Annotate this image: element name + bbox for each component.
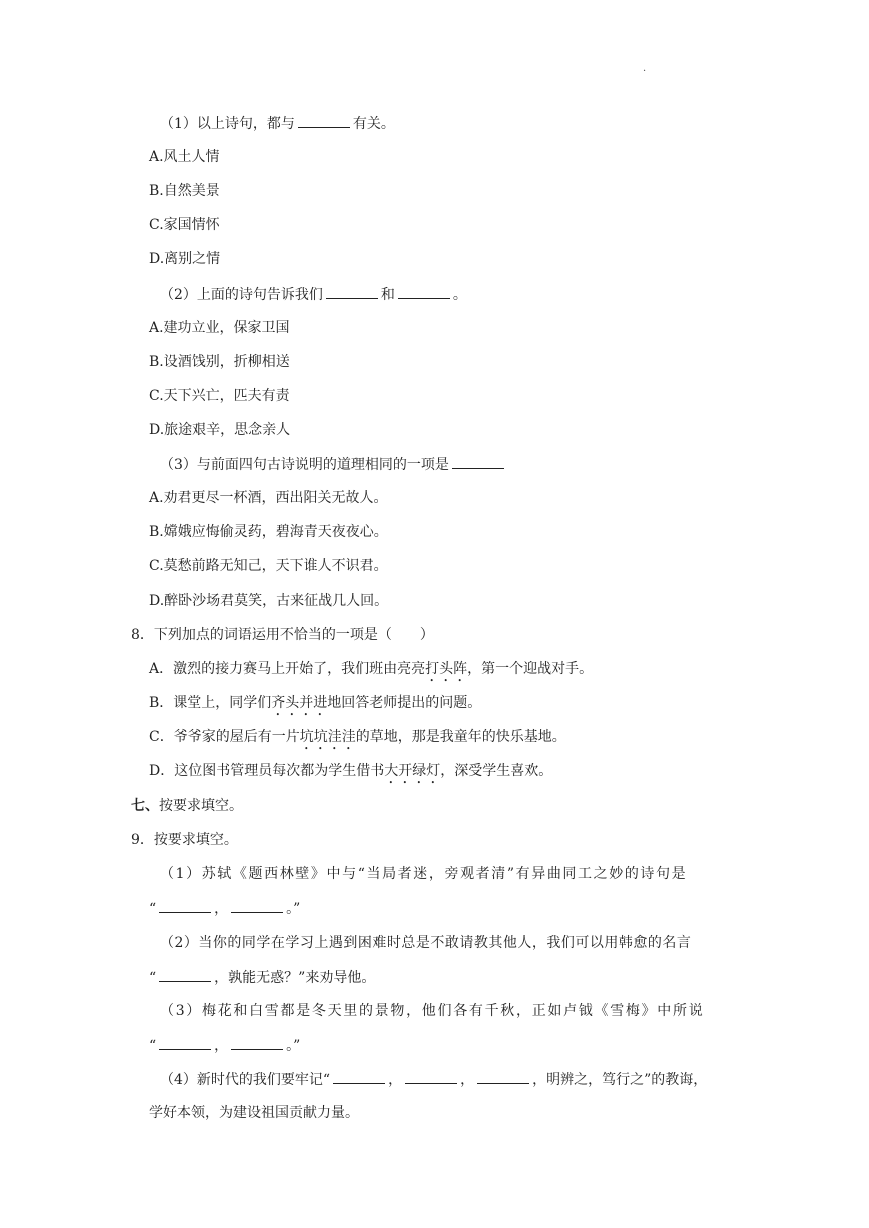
answer-blank[interactable] [452,454,504,469]
section-heading [131,796,243,816]
q9-sub2-line1: （2）当你的同学在学习上遇到困难时总是不敢请教其他人，我们可以用韩愈的名言 [160,935,692,951]
option-b: B.设酒饯别，折柳相送 [149,354,290,370]
option-b: B.嫦娥应悔偷灵药，碧海青天夜夜心。 [149,524,388,540]
corner-dot: · [643,66,647,77]
quote-close: 。” [286,901,301,917]
comma: ， [460,1072,475,1088]
q9-sub1-line1: （1）苏轼《题西林壁》中与“当局者迷，旁观者清”有异曲同工之妙的诗句是 [160,866,688,882]
option-c: C.莫愁前路无知己，天下谁人不识君。 [149,558,388,574]
q7-sub2-suffix: 。 [452,287,467,303]
answer-blank[interactable] [159,1035,211,1050]
answer-blank[interactable] [326,284,378,299]
q9-sub3-line1: （3）梅花和白雪都是冬天里的景物，他们各有千秋，正如卢钺《雪梅》中所说 [160,1003,705,1019]
option-d: D.醉卧沙场君莫笑，古来征战几人回。 [149,593,389,609]
q8-option-d [149,761,552,787]
answer-blank[interactable] [405,1069,457,1084]
q9-sub4-line1 [160,1069,707,1090]
q8-a-pre: A．激烈的接力赛马上开始了，我们班由亮亮 [149,661,426,677]
q7-sub1-prefix: （1）以上诗句，都与 [160,116,295,132]
q8-option-c [149,727,566,753]
section-number: 七、 [131,798,159,814]
answer-blank[interactable] [159,898,211,913]
q8-d-pre: D．这位图书管理员每次都为学生借书 [149,763,385,779]
q8-d-post: ，深受学生喜欢。 [440,763,553,779]
option-a: A.劝君更尽一杯酒，西出阳关无故人。 [149,490,388,506]
comma: ， [214,901,229,917]
option-a: A.风土人情 [149,149,220,165]
dotted-word: 打头阵 [425,661,468,677]
comma: ， [388,1072,403,1088]
q9-sub4-line2: 学好本领，为建设祖国贡献力量。 [149,1105,359,1121]
answer-blank[interactable] [159,967,211,982]
q9-sub3-line2 [149,1035,300,1056]
quote-close: 。” [286,1038,301,1054]
dotted-word: 大开绿灯 [384,763,441,779]
q7-sub3-prefix: （3）与前面四句古诗说明的道理相同的一项是 [160,457,449,473]
answer-blank[interactable] [231,1035,283,1050]
quote-close: ，孰能无惑？”来劝导他。 [214,970,376,986]
q7-sub2-mid: 和 [380,287,395,303]
option-d: D.旅途艰辛，思念亲人 [149,422,291,438]
section-title: 按要求填空。 [159,798,243,814]
q8-b-pre: B．课堂上，同学们 [149,695,272,711]
answer-blank[interactable] [298,113,350,128]
q9-s4-post: ，明辨之，笃行之”的教诲， [532,1072,708,1088]
q8-a-post: ，第一个迎战对手。 [467,661,594,677]
q9-sub1-line2 [149,898,300,919]
q8-option-b [149,693,481,719]
option-c: C.家国情怀 [149,217,220,233]
dotted-word: 齐头并进 [271,695,328,711]
answer-blank[interactable] [333,1069,385,1084]
q8-b-post: 地回答老师提出的问题。 [327,695,482,711]
q7-sub1-suffix: 有关。 [352,116,395,132]
q7-sub2-prefix: （2）上面的诗句告诉我们 [160,287,323,303]
dotted-word: 坑坑洼洼 [299,729,356,745]
comma: ， [214,1038,229,1054]
q8-stem: 8．下列加点的词语运用不恰当的一项是（ ） [131,627,434,643]
q7-sub2-stem [160,284,467,305]
q8-c-pre: C．爷爷家的屋后有一片 [149,729,300,745]
option-c: C.天下兴亡，匹夫有责 [149,388,290,404]
answer-blank[interactable] [477,1069,529,1084]
quote-open: “ [149,901,157,917]
quote-open: “ [149,1038,157,1054]
q7-sub1-stem [160,113,395,134]
quote-open: “ [149,970,157,986]
q9-stem: 9．按要求填空。 [131,832,238,848]
option-a: A.建功立业，保家卫国 [149,320,290,336]
q8-c-post: 的草地，那是我童年的快乐基地。 [355,729,566,745]
option-d: D.离别之情 [149,251,221,267]
option-b: B.自然美景 [149,183,220,199]
q7-sub3-stem [160,454,507,475]
q9-s4-pre: （4）新时代的我们要牢记“ [160,1072,331,1088]
answer-blank[interactable] [231,898,283,913]
q9-sub2-line2 [149,967,375,988]
q8-option-a [149,659,593,685]
answer-blank[interactable] [398,284,450,299]
